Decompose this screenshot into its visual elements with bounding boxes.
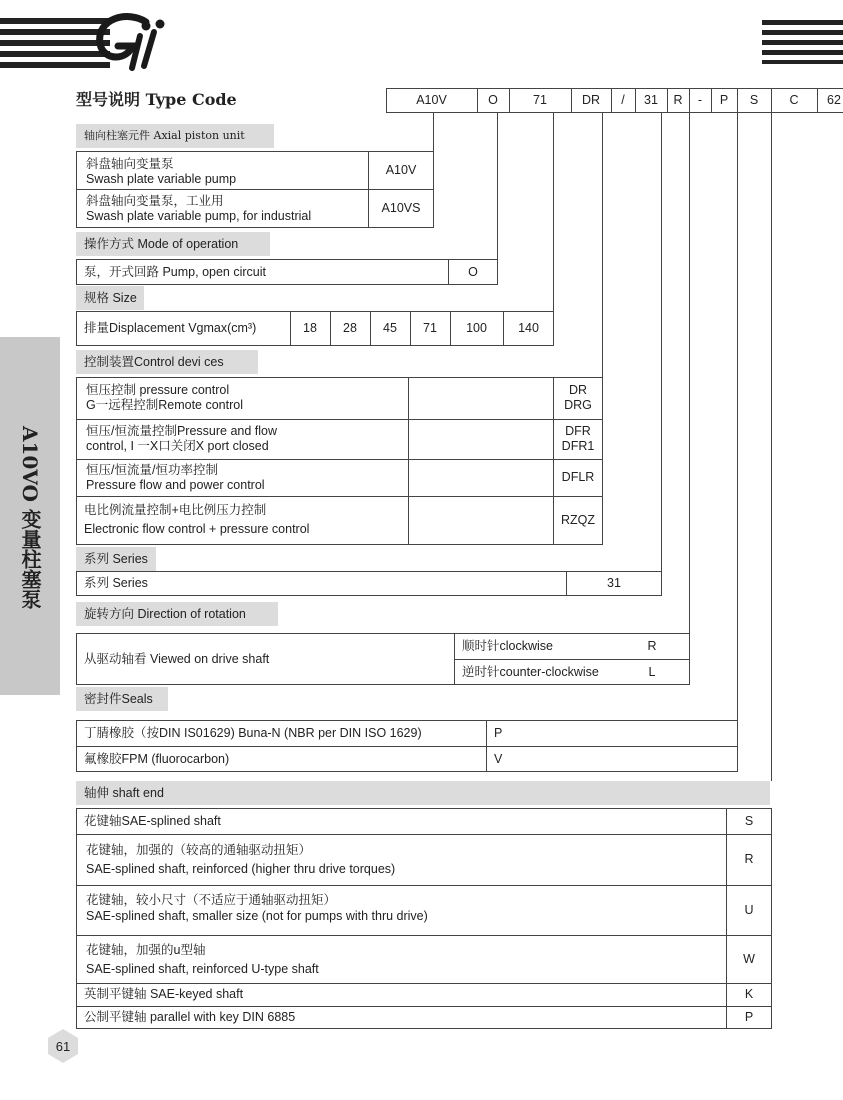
rotation-clockwise-label: 顺时针clockwise [462,638,553,653]
seals-row-1-label: 丁腈橡胶（按DIN IS01629) Buna-N (NBR per DIN ISO 1629) [84,725,422,740]
control-code-dfr: DFR [565,424,591,438]
page-number: 61 [55,1038,71,1054]
connector-shaft [771,113,772,781]
code-part-mount: C [789,93,799,107]
side-tab-label: A10VO 变量柱塞泵 [18,426,42,609]
control-row-2-codes [553,419,603,459]
shaft-row-5-label: 英制平键轴 SAE-keyed shaft [84,987,244,1001]
series-label: 系列 Series [84,576,148,590]
shaft-code-r: R [744,852,754,866]
control-row-1-line1: 恒压控制 pressure control [86,383,230,397]
code-part-port: 62 [827,93,841,107]
section-heading-size: 规格 Size [76,286,144,310]
series-code: 31 [607,576,621,590]
operation-code: O [468,264,478,279]
control-row-4-line2: Electronic flow control + pressure control [84,522,310,536]
code-part-dash: - [697,93,703,107]
axial-row-2-en: Swash plate variable pump, for industrial [86,209,312,223]
shaft-code-s: S [744,813,754,828]
control-code-drg: DRG [564,398,592,412]
seals-row-2-code: V [494,751,503,766]
control-code-dfr1: DFR1 [561,439,595,453]
connector-seals [737,113,738,772]
control-row-1-codes [553,377,603,419]
axial-row-2-code: A10VS [381,201,421,215]
size-label: 排量Displacement Vgmax(cm³) [84,321,257,335]
operation-label: 泵，开式回路 Pump, open circuit [84,264,266,279]
seals-row-2-label: 氟橡胶FPM (fluorocarbon) [84,751,230,766]
rotation-label: 从驱动轴看 Viewed on drive shaft [84,651,270,666]
code-part-shaft: S [749,93,759,107]
code-part-seals: P [719,93,729,107]
size-value-45: 45 [383,321,397,335]
size-value-28: 28 [343,321,357,335]
company-logo-icon [88,10,168,72]
section-heading-axial: 轴向柱塞元件 Axial piston unit [76,124,274,148]
shaft-code-k: K [744,987,754,1001]
control-row-3-line1: 恒压/恒流量/恒功率控制 [86,463,218,477]
code-part-rotation: R [673,93,683,107]
control-code-dflr: DFLR [561,470,595,484]
control-row-4-line1: 电比例流量控制+电比例压力控制 [84,503,267,517]
code-part-slash: / [621,93,625,107]
axial-row-1-cn: 斜盘轴向变量泵 [86,157,174,171]
axial-row-1-code: A10V [385,162,417,177]
page-title: 型号说明 Type Code [76,90,237,109]
connector-rotation [689,113,690,685]
seals-row-1-code: P [494,725,503,740]
code-part-control: DR [581,93,601,107]
control-code-rzqz: RZQZ [560,513,596,527]
control-code-dr: DR [568,383,588,397]
shaft-code-p: P [744,1010,754,1024]
code-part-o: O [488,93,498,107]
size-value-100: 100 [466,321,487,335]
shaft-row-2-line2: SAE-splined shaft, reinforced (higher thru drive torques) [86,862,396,876]
control-row-2-line2: control, I 一X口关闭X port closed [86,439,269,453]
shaft-row-1-label: 花键轴SAE-splined shaft [84,813,221,828]
shaft-code-u: U [744,902,754,917]
control-row-3-line2: Pressure flow and power control [86,478,265,492]
section-heading-operation: 操作方式 Mode of operation [76,232,270,256]
rotation-clockwise-code: R [647,638,657,653]
shaft-row-2-line1: 花键轴，加强的（较高的通轴驱动扭矩） [86,843,312,857]
control-row-2-line1: 恒压/恒流量控制Pressure and flow [86,424,278,438]
shaft-row-4-line2: SAE-splined shaft, reinforced U-type shaft [86,962,319,976]
shaft-row-6-label: 公制平键轴 parallel with key DIN 6885 [84,1010,296,1024]
axial-row-1-en: Swash plate variable pump [86,172,237,186]
size-value-71: 71 [423,321,437,335]
rotation-counter-clockwise-label: 逆时针counter-clockwise [462,664,599,679]
section-heading-series: 系列 Series [76,547,156,571]
rotation-counter-clockwise-code: L [648,664,656,679]
header-stripes-right [762,20,843,64]
size-value-140: 140 [518,321,539,335]
connector-series [661,113,662,596]
section-heading-control: 控制装置Control devi ces [76,350,258,374]
control-row-1-line2: G一远程控制Remote control [86,398,243,412]
code-part-series: 31 [644,93,658,107]
section-heading-rotation: 旋转方向 Direction of rotation [76,602,278,626]
code-part-a10v: A10V [416,93,447,107]
section-heading-seals: 密封件Seals [76,687,168,711]
axial-row-2-cn: 斜盘轴向变量泵，工业用 [86,194,224,208]
section-heading-shaft: 轴伸 shaft end [76,781,770,805]
code-part-size: 71 [533,93,547,107]
shaft-code-w: W [743,951,755,966]
shaft-row-3-line1: 花键轴，较小尺寸（不适应于通轴驱动扭矩） [86,893,337,907]
shaft-row-4-line1: 花键轴，加强的u型轴 [86,943,206,957]
shaft-row-3-line2: SAE-splined shaft, smaller size (not for pumps with thru drive) [86,909,428,923]
size-value-18: 18 [303,321,317,335]
